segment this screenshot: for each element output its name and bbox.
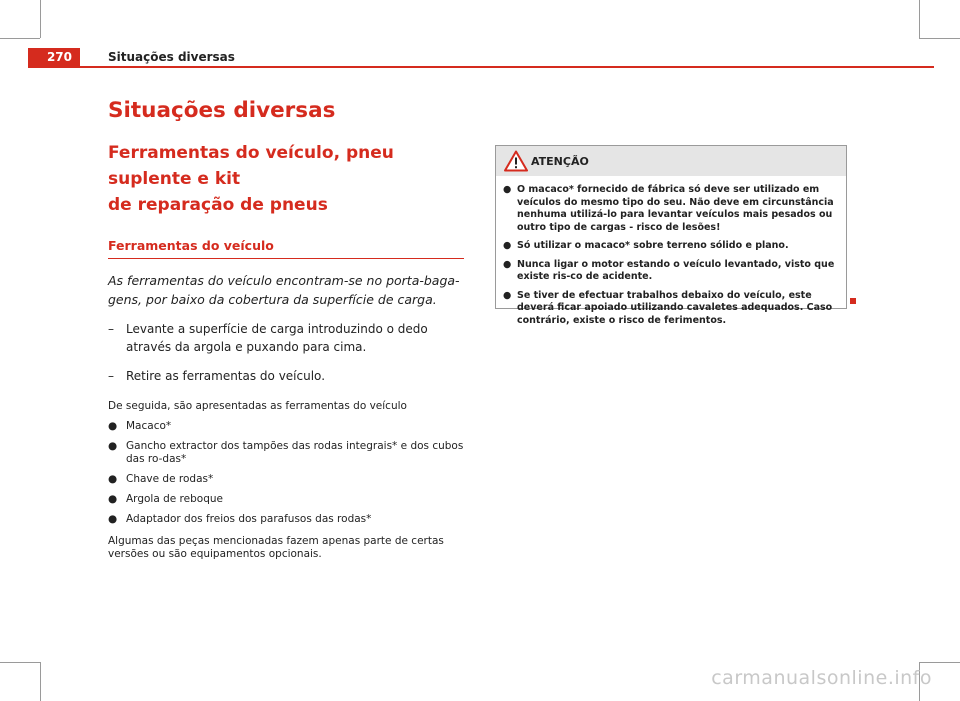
list-item-text: Adaptador dos freios dos parafusos das rodas*: [126, 513, 372, 525]
list-item-text: Macaco*: [126, 420, 172, 432]
section-end-marker: [850, 298, 856, 304]
step-dash: –: [108, 369, 114, 383]
warning-item: [503, 184, 839, 234]
watermark: carmanualsonline.info: [711, 667, 932, 689]
list-item: [108, 493, 464, 506]
warning-body: [496, 176, 846, 327]
bullet-icon: ●: [503, 240, 512, 251]
chapter-title: Situações diversas: [108, 98, 336, 123]
crop-mark: [0, 662, 40, 663]
intro-line2: gens, por baixo da cobertura da superfície de carga.: [108, 292, 437, 307]
section-title: [108, 140, 464, 218]
list-item-text: Argola de reboque: [126, 493, 223, 505]
bullet-icon: ●: [503, 289, 512, 301]
step-text: Levante a superfície de carga introduzindo o dedo através da argola e puxando para cima.: [126, 322, 428, 354]
warning-item: [503, 259, 839, 284]
bullet-icon: ●: [108, 493, 118, 505]
closing-note: Algumas das peças mencionadas fazem apenas parte de certas versões ou são equipamentos opcionais.: [108, 535, 444, 560]
list-item: [108, 473, 464, 486]
bullet-icon: ●: [108, 513, 118, 525]
intro-paragraph: [108, 271, 464, 309]
warning-title: ATENÇÃO: [531, 154, 589, 168]
step-text: Retire as ferramentas do veículo.: [126, 369, 326, 383]
crop-mark: [40, 0, 41, 38]
warning-item: [503, 290, 839, 328]
warning-item-text: O macaco* fornecido de fábrica só deve ser utilizado em veículos do mesmo tipo do seu. Não deve em circunstância nenhuma utilizá-lo para levantar veículos mais pesados ou outro tipo de cargas - risco de lesões!: [517, 184, 834, 233]
bullet-icon: ●: [503, 184, 512, 195]
list-item-text: Gancho extractor dos tampões das rodas integrais* e dos cubos das ro-das*: [126, 440, 464, 465]
crop-mark: [919, 0, 920, 38]
subsection-title: Ferramentas do veículo: [108, 238, 464, 259]
warning-header: [496, 146, 846, 176]
crop-mark: [919, 38, 960, 39]
crop-mark: [919, 662, 960, 663]
step-item: [108, 320, 464, 356]
running-title: Situações diversas: [108, 50, 235, 64]
bullet-icon: ●: [503, 258, 512, 270]
section-title-line1: Ferramentas do veículo, pneu suplente e kit: [108, 143, 394, 189]
section-title-line2: de reparação de pneus: [108, 195, 328, 215]
crop-mark: [0, 38, 40, 39]
crop-mark: [40, 662, 41, 701]
warning-item-text: Se tiver de efectuar trabalhos debaixo do veículo, este deverá ficar apoiado utilizando cavaletes adequados. Caso contrário, existe o risco de ferimentos.: [517, 289, 833, 326]
bullet-icon: ●: [108, 473, 118, 485]
warning-item-text: Só utilizar o macaco* sobre terreno sólido e plano.: [517, 240, 789, 251]
page-number: 270: [28, 48, 80, 66]
warning-item: [503, 240, 839, 253]
list-item-text: Chave de rodas*: [126, 473, 214, 485]
list-item: [108, 440, 464, 466]
step-item: [108, 367, 464, 385]
bullet-icon: ●: [108, 440, 118, 452]
warning-box: [495, 145, 847, 326]
warning-triangle-icon: [504, 150, 528, 172]
warning-item-text: Nunca ligar o motor estando o veículo levantado, visto que existe ris-co de acidente.: [517, 258, 835, 282]
main-column: [108, 96, 464, 561]
step-dash: –: [108, 322, 114, 336]
tools-intro: De seguida, são apresentadas as ferramentas do veículo: [108, 400, 407, 412]
list-item: [108, 513, 464, 526]
bullet-icon: ●: [108, 420, 118, 432]
intro-line1: As ferramentas do veículo encontram-se no porta-baga-: [108, 273, 460, 288]
header-rule: [28, 66, 934, 68]
list-item: [108, 420, 464, 433]
